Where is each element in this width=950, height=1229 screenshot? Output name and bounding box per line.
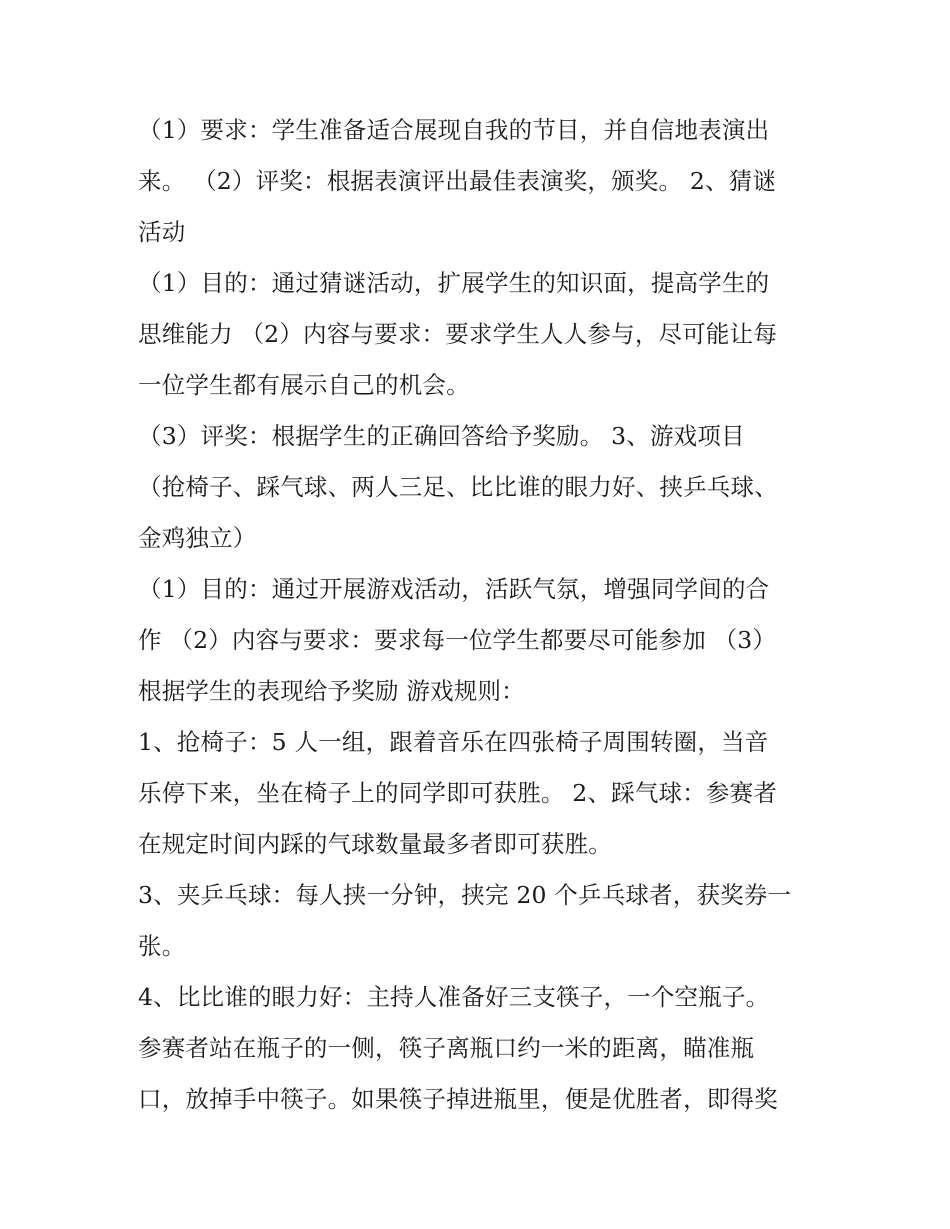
text-line: 来。 （2）评奖：根据表演评出最佳表演奖，颁奖。 2、猜谜 bbox=[138, 167, 777, 195]
text-line: 金鸡独立） bbox=[138, 524, 257, 552]
text-line: 在规定时间内踩的气球数量最多者即可获胜。 bbox=[138, 830, 612, 858]
text-line: （1）要求：学生准备适合展现自我的节目，并自信地表演出 bbox=[138, 116, 770, 144]
text-line: 思维能力 （2）内容与要求：要求学生人人参与，尽可能让每 bbox=[138, 320, 778, 348]
text-line: （3）评奖：根据学生的正确回答给予奖励。 3、游戏项目 bbox=[138, 422, 745, 450]
text-line: 3、夹乒乓球：每人挟一分钟，挟完 20 个乒乓球者，获奖券一 bbox=[138, 881, 792, 909]
text-line: 4、比比谁的眼力好：主持人准备好三支筷子，一个空瓶子。 bbox=[138, 983, 770, 1011]
text-line: 乐停下来，坐在椅子上的同学即可获胜。 2、踩气球：参赛者 bbox=[138, 779, 778, 807]
text-line: 参赛者站在瓶子的一侧，筷子离瓶口约一米的距离，瞄准瓶 bbox=[138, 1034, 755, 1062]
text-line: （抢椅子、踩气球、两人三足、比比谁的眼力好、挟乒乓球、 bbox=[138, 473, 778, 501]
text-line: 根据学生的表现给予奖励 游戏规则： bbox=[138, 677, 525, 705]
text-line: 一位学生都有展示自己的机会。 bbox=[138, 371, 470, 399]
text-line: 1、抢椅子：5 人一组，跟着音乐在四张椅子周围转圈，当音 bbox=[138, 728, 769, 756]
text-line: 活动 bbox=[138, 218, 186, 246]
text-line: （1）目的：通过开展游戏活动，活跃气氛，增强同学间的合 bbox=[138, 575, 770, 603]
text-line: 张。 bbox=[138, 932, 186, 960]
text-line: 口，放掉手中筷子。如果筷子掉进瓶里，便是优胜者，即得奖 bbox=[138, 1085, 778, 1113]
text-line: 作 （2）内容与要求：要求每一位学生都要尽可能参加 （3） bbox=[138, 626, 777, 654]
text-line: （1）目的：通过猜谜活动，扩展学生的知识面，提高学生的 bbox=[138, 269, 770, 297]
